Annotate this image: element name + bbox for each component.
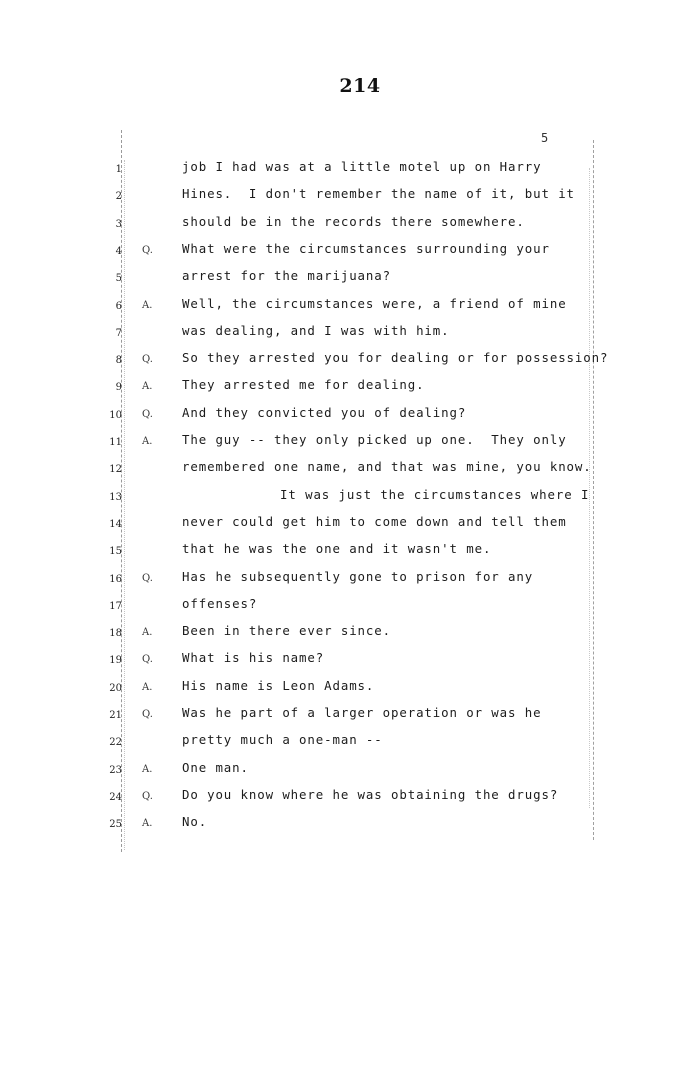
line-number: 22 <box>109 737 122 749</box>
speaker-label: A. <box>142 436 153 447</box>
line-text: So they arrested you for dealing or for possession? <box>182 350 609 366</box>
line-text: arrest for the marijuana? <box>182 268 391 284</box>
line-text: pretty much a one-man -- <box>182 732 383 748</box>
transcript-line <box>0 787 691 807</box>
transcript-line <box>0 623 691 643</box>
line-text: offenses? <box>182 595 258 611</box>
line-number: 4 <box>115 245 122 257</box>
line-text: One man. <box>182 759 249 775</box>
line-number: 13 <box>109 491 122 503</box>
transcript-line <box>0 268 691 288</box>
transcript-line <box>0 432 691 452</box>
transcript-line <box>0 487 691 507</box>
line-number: 11 <box>109 437 122 448</box>
line-number: 10 <box>109 409 122 421</box>
line-text: Has he subsequently gone to prison for any <box>182 568 534 584</box>
speaker-label: Q. <box>142 244 153 256</box>
speaker-label: A. <box>142 299 153 311</box>
speaker-label: Q. <box>142 408 153 420</box>
transcript-line <box>0 296 691 316</box>
line-number: 2 <box>115 191 122 203</box>
line-text: that he was the one and it wasn't me. <box>182 541 492 557</box>
transcript-line <box>0 377 691 397</box>
transcript-line <box>0 678 691 698</box>
line-text: And they convicted you of dealing? <box>182 404 467 420</box>
line-number: 12 <box>109 464 122 476</box>
line-text: What were the circumstances surrounding your <box>182 240 550 256</box>
transcript-line <box>0 405 691 425</box>
line-text: should be in the records there somewhere. <box>182 213 525 229</box>
line-number: 9 <box>115 382 122 394</box>
speaker-label: A. <box>142 818 153 830</box>
line-text: never could get him to come down and tell them <box>182 513 567 529</box>
line-text: It was just the circumstances where I <box>280 486 590 502</box>
line-text: Hines. I don't remember the name of it, but it <box>182 186 575 202</box>
speaker-label: A. <box>142 627 153 639</box>
line-text: The guy -- they only picked up one. They only <box>182 432 567 447</box>
transcript-line <box>0 350 691 370</box>
page-number: 214 <box>339 75 381 97</box>
line-text: Do you know where he was obtaining the drugs? <box>182 786 559 802</box>
transcript-line <box>0 732 691 752</box>
line-number: 6 <box>115 300 122 312</box>
line-number: 1 <box>115 164 122 175</box>
transcript-line <box>0 596 691 616</box>
transcript-line <box>0 159 691 179</box>
line-number: 18 <box>109 628 122 640</box>
line-number: 15 <box>109 546 122 558</box>
transcript-line <box>0 459 691 479</box>
transcript-line <box>0 241 691 261</box>
speaker-label: Q. <box>142 572 153 584</box>
speaker-label: Q. <box>142 709 153 720</box>
line-number: 16 <box>109 573 122 585</box>
line-number: 3 <box>115 218 122 230</box>
transcript-line <box>0 760 691 780</box>
transcript-page-number: 5 <box>541 131 549 145</box>
speaker-label: A. <box>142 763 153 775</box>
line-number: 7 <box>115 327 122 339</box>
line-text: Well, the circumstances were, a friend of mine <box>182 295 567 311</box>
line-number: 23 <box>109 764 122 776</box>
line-text: His name is Leon Adams. <box>182 677 375 693</box>
line-text: was dealing, and I was with him. <box>182 322 450 338</box>
line-number: 17 <box>109 600 122 612</box>
line-number: 14 <box>109 518 122 530</box>
speaker-label: A. <box>142 681 153 693</box>
line-text: What is his name? <box>182 650 325 666</box>
line-number: 8 <box>115 355 122 367</box>
line-text: No. <box>182 814 208 830</box>
transcript-line <box>0 323 691 343</box>
speaker-label: Q. <box>142 354 153 366</box>
line-text: They arrested me for dealing. <box>182 377 425 393</box>
line-text: remembered one name, and that was mine, you know. <box>182 459 592 475</box>
line-text: Been in there ever since. <box>182 623 391 639</box>
line-text: Was he part of a larger operation or was he <box>182 705 542 720</box>
speaker-label: Q. <box>142 790 153 802</box>
line-number: 25 <box>109 819 122 831</box>
transcript-line <box>0 814 691 834</box>
transcript-line <box>0 514 691 534</box>
line-number: 20 <box>109 682 122 694</box>
transcript-line <box>0 705 691 725</box>
transcript-line <box>0 569 691 589</box>
speaker-label: Q. <box>142 654 153 666</box>
line-number: 19 <box>109 655 122 667</box>
line-text: job I had was at a little motel up on Harry <box>182 159 542 174</box>
transcript-line <box>0 650 691 670</box>
line-number: 5 <box>115 273 122 285</box>
speaker-label: A. <box>142 381 153 393</box>
transcript-line <box>0 541 691 561</box>
line-number: 21 <box>109 710 122 721</box>
line-number: 24 <box>109 791 122 803</box>
transcript-line <box>0 186 691 206</box>
transcript-line <box>0 214 691 234</box>
